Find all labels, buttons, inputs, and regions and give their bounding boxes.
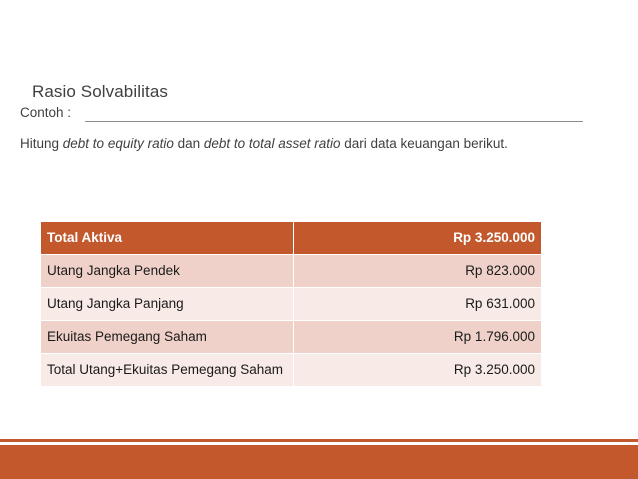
instruction-text	[20, 136, 508, 151]
table-header-row	[41, 222, 542, 255]
instruction-part-2: dan	[173, 136, 204, 151]
table-cell-label: Utang Jangka Panjang	[41, 288, 294, 321]
table-cell-value: Rp 1.796.000	[294, 321, 542, 354]
table-row	[41, 321, 542, 354]
instruction-part-3: dari data keuangan berikut.	[340, 136, 508, 151]
table-cell-label: Ekuitas Pemegang Saham	[41, 321, 294, 354]
table-cell-value: Rp 631.000	[294, 288, 542, 321]
financial-data-table	[40, 221, 542, 387]
footer-accent-line	[0, 439, 638, 442]
table-cell-value: Rp 3.250.000	[294, 354, 542, 387]
instruction-term-debt-to-equity: debt to equity ratio	[62, 136, 174, 151]
table-row	[41, 354, 542, 387]
instruction-part-1: Hitung	[20, 136, 63, 151]
slide-title: Rasio Solvabilitas	[32, 82, 168, 101]
table-cell-label: Total Utang+Ekuitas Pemegang Saham	[41, 354, 294, 387]
table-cell-value: Rp 3.250.000	[294, 222, 542, 255]
title-divider	[85, 121, 583, 122]
table-cell-label: Total Aktiva	[41, 222, 294, 255]
table-cell-label: Utang Jangka Pendek	[41, 255, 294, 288]
footer-accent-bar	[0, 445, 638, 479]
table-cell-value: Rp 823.000	[294, 255, 542, 288]
subtitle: Contoh :	[20, 105, 72, 120]
table-row	[41, 255, 542, 288]
table-row	[41, 288, 542, 321]
instruction-term-debt-to-asset: debt to total asset ratio	[203, 136, 341, 151]
